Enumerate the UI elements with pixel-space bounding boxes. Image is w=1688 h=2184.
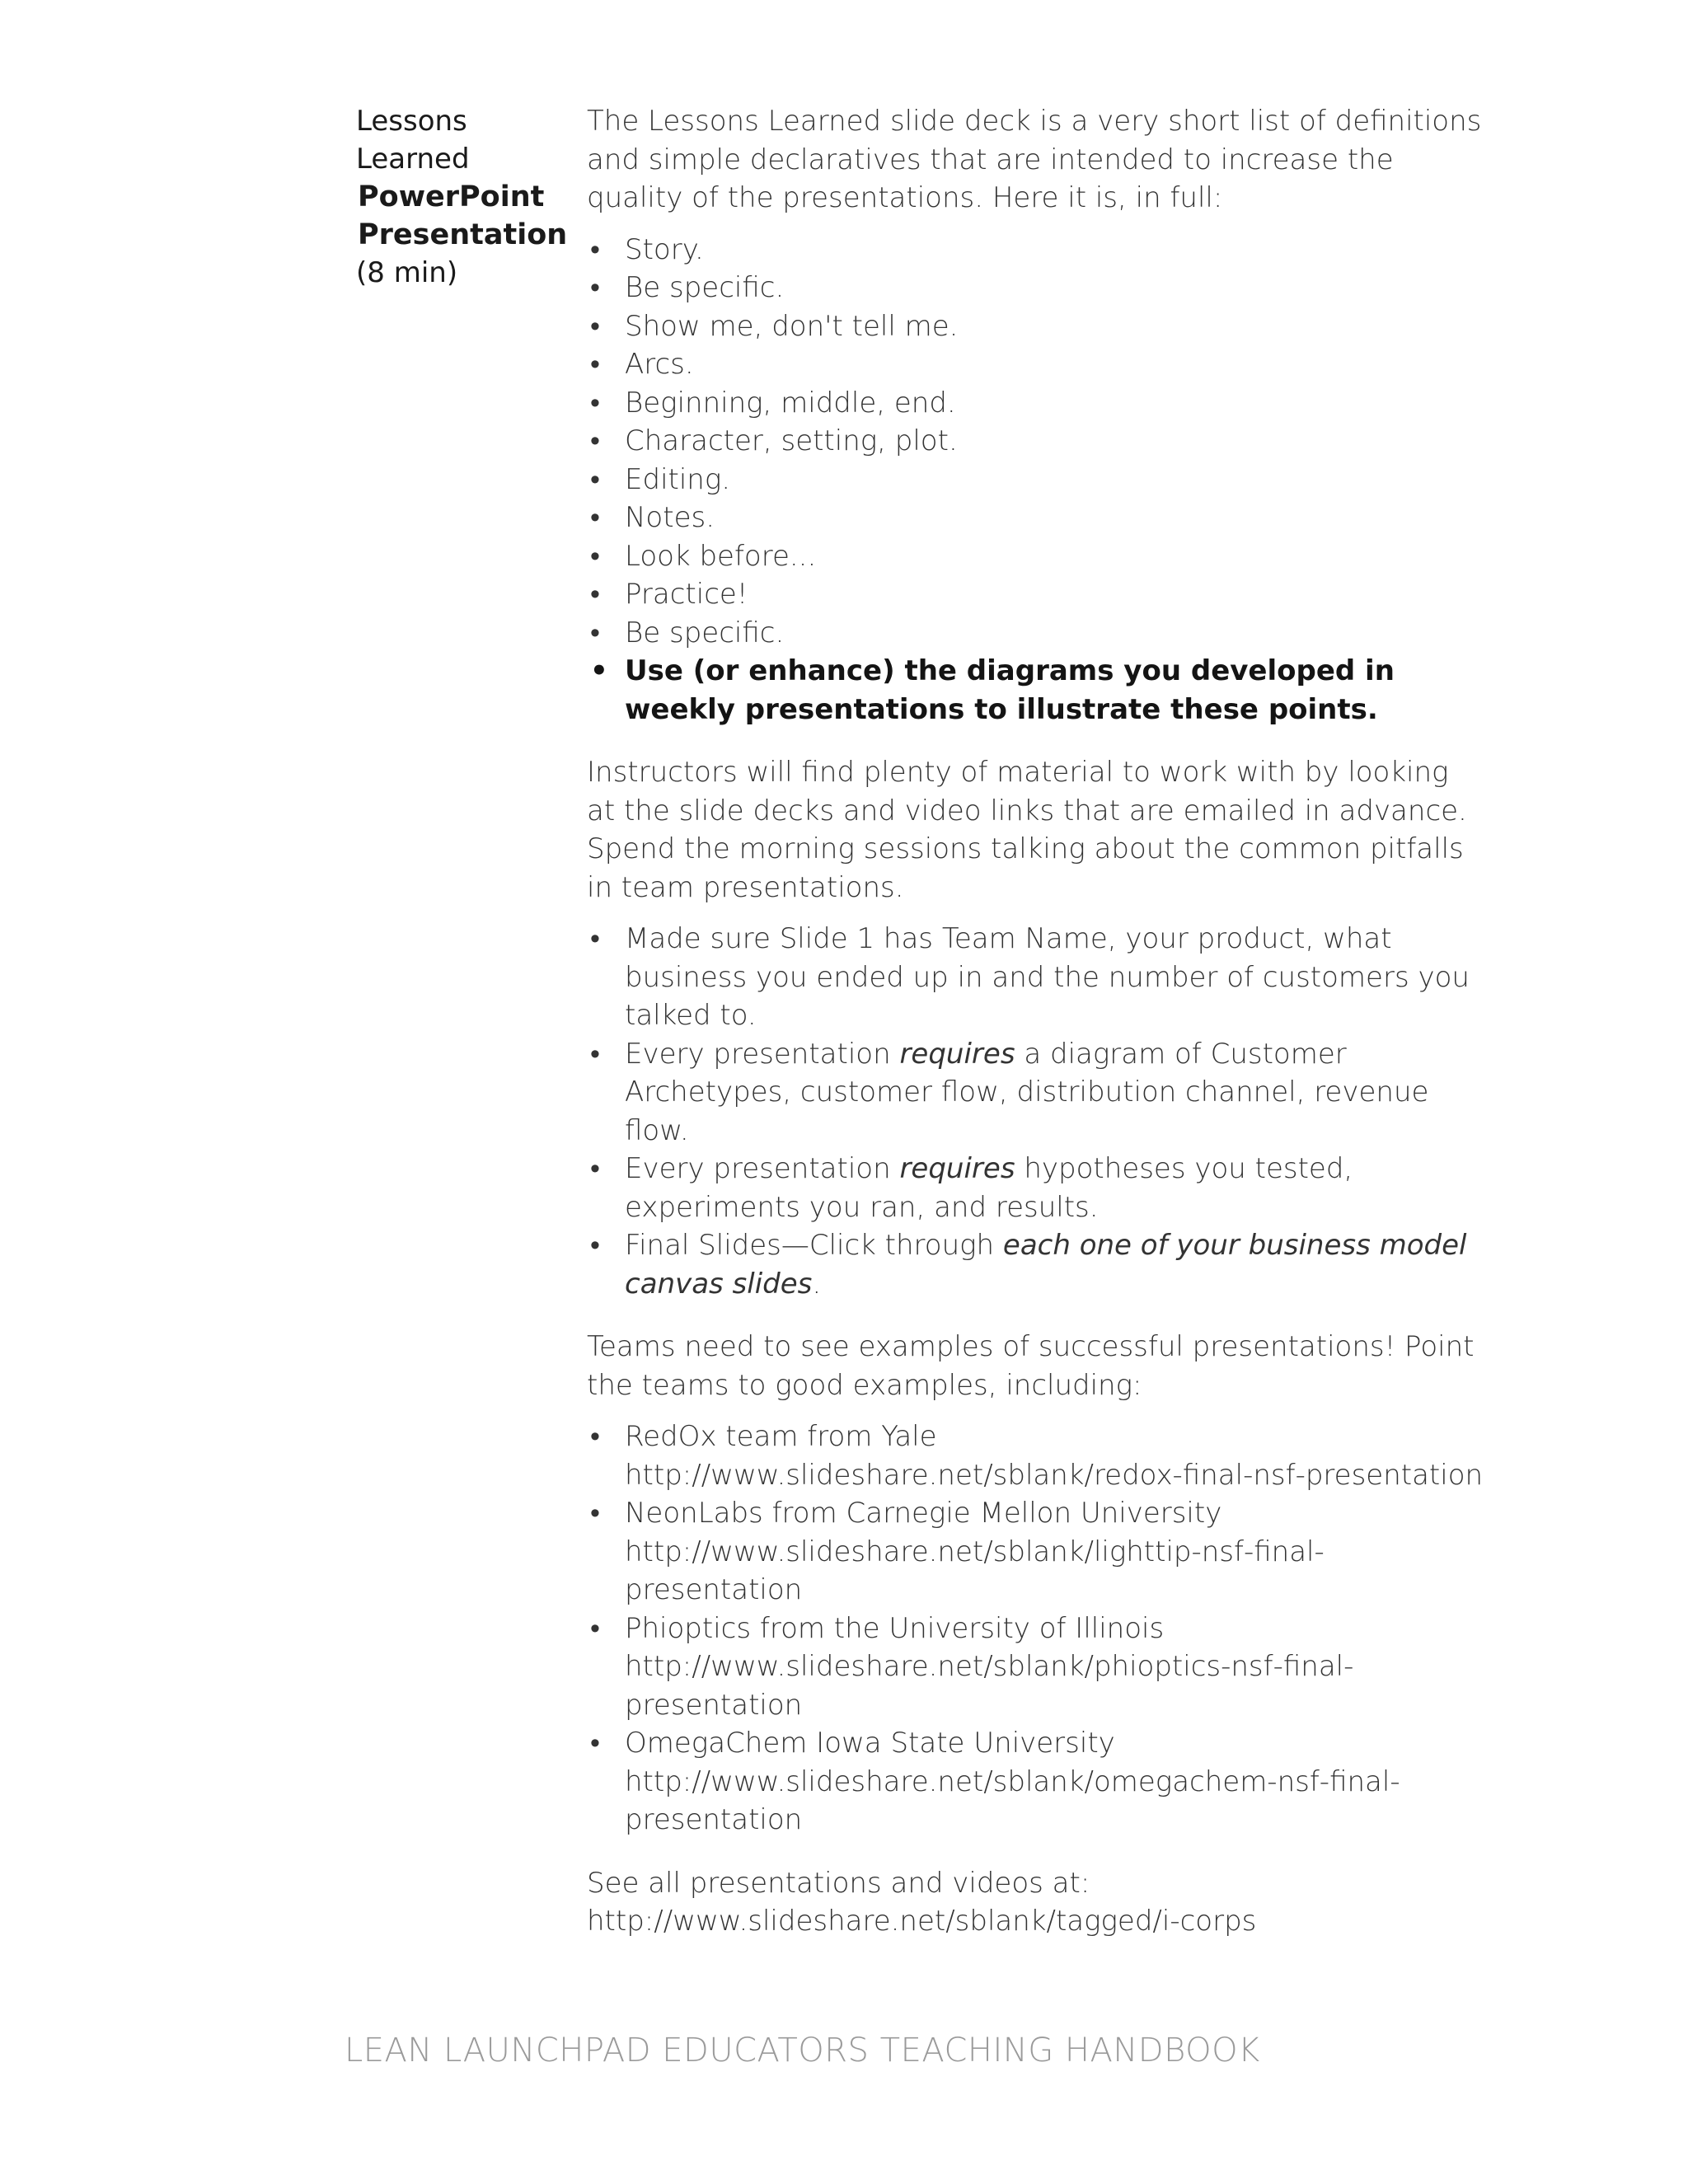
section-label-line-3: Presentation [358,218,568,251]
intro-paragraph: The Lessons Learned slide deck is a very short list of definitions and simple declaratives that are intended to increase the quality of the presentations. Here it is, in full: [587,105,1482,214]
see-all-paragraph: See all presentations and videos at: http://www.slideshare.net/sblank/tagged/i-corps [587,1866,1257,1938]
bullet-icon: • [590,232,600,266]
list-item: • Look before... [587,537,1485,576]
lessons-list [587,231,1485,729]
bullet-icon: • [590,348,600,381]
bullet-icon: • [590,309,600,343]
list-item: • Be specific. [587,614,1485,653]
section-label [356,102,570,292]
list-item: • Final Slides—Click through each one of your business model canvas slides. [587,1226,1485,1303]
bullet-icon: • [590,1497,600,1530]
page-footer: LEAN LAUNCHPAD EDUCATORS TEACHING HANDBOOK [345,2032,1260,2069]
bullet-icon: • [590,1152,600,1185]
bullet-icon: • [590,654,608,687]
bullet-icon: • [590,1229,600,1262]
bullet-icon: • [590,1420,600,1453]
instructors-paragraph: Instructors will find plenty of material to work with by looking at the slide decks and video links that are emailed in advance. Spend the morning sessions talking about the common pitfalls in team presentations. [587,756,1467,904]
list-item: • Beginning, middle, end. [587,384,1485,423]
list-item: • Every presentation requires hypotheses you tested, experiments you ran, and results. [587,1150,1485,1226]
list-item: • OmegaChem Iowa State University http://www.slideshare.net/sblank/omegachem-nsf-final-presentation [587,1724,1485,1840]
list-item: • Arcs. [587,345,1485,384]
examples-paragraph: Teams need to see examples of successful presentations! Point the teams to good examples, including: [587,1330,1475,1402]
bullet-icon: • [590,539,600,573]
bullet-icon: • [590,424,600,457]
examples-list [587,1418,1485,1840]
list-item: • Show me, don't tell me. [587,307,1485,346]
bullet-icon: • [590,386,600,419]
list-item-emphasis: • Use (or enhance) the diagrams you developed in weekly presentations to illustrate these points. [587,652,1485,729]
bullet-icon: • [590,501,600,534]
list-item: • Phioptics from the University of Illinois http://www.slideshare.net/sblank/phioptics-nsf-final-presentation [587,1610,1485,1725]
pitfalls-list [587,920,1485,1303]
section-label-duration: (8 min) [356,256,458,289]
list-item: • Made sure Slide 1 has Team Name, your product, what business you ended up in and the number of customers you talked to. [587,920,1485,1035]
section-body [587,102,1485,1954]
bullet-icon: • [590,922,600,955]
list-item: • Every presentation requires a diagram of Customer Archetypes, customer flow, distribution channel, revenue flow. [587,1035,1485,1151]
list-item: • RedOx team from Yale http://www.slideshare.net/sblank/redox-final-nsf-presentation [587,1418,1485,1494]
bullet-icon: • [590,462,600,496]
list-item: • Editing. [587,461,1485,499]
list-item: • Practice! [587,575,1485,614]
bullet-icon: • [590,1037,600,1071]
list-item: • Story. [587,231,1485,269]
bullet-icon: • [590,1727,600,1760]
list-item: • Character, setting, plot. [587,422,1485,461]
section-label-line-1: Lessons Learned [356,105,470,176]
list-item: • Be specific. [587,269,1485,307]
list-item: • Notes. [587,499,1485,537]
bullet-icon: • [590,616,600,649]
bullet-icon: • [590,271,600,304]
bullet-icon: • [590,1611,600,1645]
list-item: • NeonLabs from Carnegie Mellon University http://www.slideshare.net/sblank/lighttip-nsf-final-presentation [587,1494,1485,1610]
bullet-icon: • [590,578,600,611]
section-label-line-2: PowerPoint [358,180,545,213]
